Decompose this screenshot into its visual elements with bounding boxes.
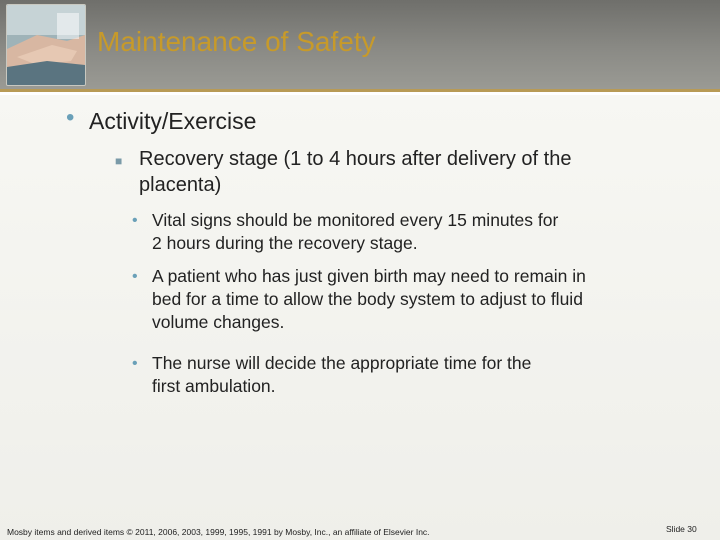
bullet-level2-line: placenta)	[139, 174, 222, 196]
bullet-dot-icon: •	[132, 268, 138, 285]
bullet-level3-line: Vital signs should be monitored every 15 minutes for	[152, 210, 559, 230]
bullet-dot-icon: •	[66, 104, 75, 131]
bullet-level1-text: Activity/Exercise	[89, 108, 257, 134]
slide-number: Slide 30	[666, 524, 697, 534]
copyright-footer: Mosby items and derived items © 2011, 2006, 2003, 1999, 1995, 1991 by Mosby, Inc., an affiliate of Elsevier Inc.	[7, 527, 430, 537]
bullet-level3-text	[152, 352, 702, 398]
bullet-dot-icon: •	[132, 355, 138, 372]
bullet-level2-text	[139, 146, 699, 198]
bullet-level3-text	[152, 209, 702, 255]
bullet-level3-line: The nurse will decide the appropriate time for the	[152, 353, 532, 373]
bullet-level3-line: bed for a time to allow the body system to adjust to fluid	[152, 289, 583, 309]
bullet-level3-text	[152, 265, 702, 334]
bullet-level3-line: A patient who has just given birth may need to remain in	[152, 266, 586, 286]
bullet-level3-line: 2 hours during the recovery stage.	[152, 233, 418, 253]
bullet-level2-line: Recovery stage (1 to 4 hours after delivery of the	[139, 148, 572, 170]
slide-title: Maintenance of Safety	[97, 26, 376, 57]
bullet-level3-line: first ambulation.	[152, 376, 276, 396]
hands-photo-icon	[6, 4, 86, 86]
bullet-level3-line: volume changes.	[152, 312, 285, 332]
slide-header	[0, 0, 720, 92]
bullet-dot-icon: •	[132, 212, 138, 229]
bullet-square-icon: ■	[115, 154, 123, 168]
